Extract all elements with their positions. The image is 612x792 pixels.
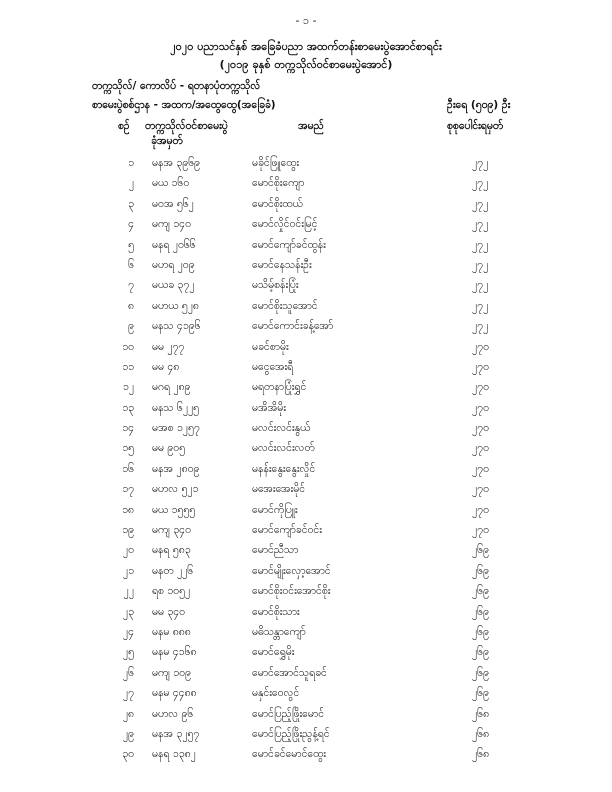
roll-number: မကျ ၃၄၀ xyxy=(152,524,191,537)
header-number: စဉ် xyxy=(118,120,130,132)
result-row xyxy=(0,259,612,279)
total-score: ၂၇၀ xyxy=(472,381,489,394)
row-number: ၂၂ xyxy=(123,585,134,598)
result-row xyxy=(0,320,612,340)
roll-number: မမ ၉၀၅ xyxy=(152,442,186,455)
roll-number: မမ ၃၄၀ xyxy=(152,605,186,618)
result-row xyxy=(0,565,612,585)
row-number: ၁၉ xyxy=(122,524,134,537)
total-score: ၂၇၀ xyxy=(472,483,489,496)
row-number: ၃ xyxy=(128,197,134,210)
total-score: ၂၇၂ xyxy=(472,279,489,292)
roll-number: မယ ၁၆၀ xyxy=(152,177,190,190)
roll-number: မကျ ၁၄၀ xyxy=(152,218,191,231)
student-name: မဓိသန္တာကျော် xyxy=(252,625,306,638)
row-number: ၉ xyxy=(128,320,134,333)
header-roll-number: တက္ကသိုလ်ဝင်စာမေးပွဲ xyxy=(145,120,228,132)
roll-number: မနအ ၃၂၅၇ xyxy=(152,727,200,740)
result-row xyxy=(0,239,612,259)
student-name: မောင်လှိုင်ဝင်းမြင့် xyxy=(252,218,318,231)
row-number: ၂၈ xyxy=(122,707,134,720)
student-name: မလင်းလင်းနွယ် xyxy=(252,422,311,435)
student-name: မောင်စိုးသူအောင် xyxy=(252,299,318,312)
result-row xyxy=(0,667,612,687)
row-number: ၁၆ xyxy=(122,462,134,475)
result-row xyxy=(0,504,612,524)
total-score: ၂၇၂ xyxy=(472,197,489,210)
total-score: ၂၇၀ xyxy=(472,422,489,435)
roll-number: မဟလ ၅၂၁ xyxy=(152,483,199,496)
student-name: မအိအိမိုး xyxy=(252,401,286,414)
row-number: ၂၄ xyxy=(122,625,134,638)
total-score: ၂၇၀ xyxy=(472,360,489,373)
student-name: မောင်ကျော်ခင်ဝင်း xyxy=(252,524,322,537)
row-number: ၁၃ xyxy=(122,401,134,414)
row-number: ၂၇ xyxy=(122,687,134,700)
total-score: ၂၇၂ xyxy=(472,299,489,312)
student-name: မငွေအေးရီ xyxy=(252,360,294,373)
student-name: မောင်ကောင်းခန့်အော် xyxy=(252,320,334,333)
results-list xyxy=(0,157,612,769)
row-number: ၂၃ xyxy=(122,605,134,618)
total-score: ၂၇၀ xyxy=(472,524,489,537)
roll-number: မနမ ၄၁၆၈ xyxy=(152,646,197,659)
roll-number: မနမ ၈၈၈ xyxy=(152,625,191,638)
roll-number: မဂရ ၂၈၉ xyxy=(152,381,191,394)
roll-number: မကျ ၁၀၉ xyxy=(152,666,191,679)
student-name: မရတနာပြုံးရွှင် xyxy=(252,381,307,394)
total-score: ၂၆၉ xyxy=(472,605,489,618)
total-score: ၂၇၂ xyxy=(472,177,489,190)
document-subtitle: (၂၀၁၉ ခုနှစ် တက္ကသိုလ်ဝင်စာမေးပွဲအောင်) xyxy=(219,58,393,71)
student-name: မနန်းနွေးနွေးလှိုင် xyxy=(252,462,316,475)
total-score: ၂၇၀ xyxy=(472,340,489,353)
total-score: ၂၇၀ xyxy=(472,442,489,455)
row-number: ၂၆ xyxy=(122,666,134,679)
student-name: မောင်ကျော်ခင်ထွန်း xyxy=(252,238,326,251)
result-row xyxy=(0,748,612,768)
student-name: မောင်အောင်သူရခင် xyxy=(252,666,327,679)
result-row xyxy=(0,626,612,646)
header-total-score: စုစုပေါင်းရမှတ် xyxy=(447,120,504,132)
total-score: ၂၆၈ xyxy=(472,727,490,740)
row-number: ၇ xyxy=(128,279,134,292)
result-row xyxy=(0,157,612,177)
header-name: အမည် xyxy=(298,120,324,132)
roll-number: မနအ ၂၈၀၉ xyxy=(152,462,200,475)
student-name: မောင်ပြည့်ဖြိုးညွန့်ရင် xyxy=(252,727,330,740)
result-row xyxy=(0,524,612,544)
row-number: ၁၁ xyxy=(122,360,134,373)
row-number: ၄ xyxy=(128,218,134,231)
roll-number: မနမ ၄၄၈၈ xyxy=(152,687,197,700)
roll-number: မဟလ ၉၆ xyxy=(152,707,194,720)
result-row xyxy=(0,177,612,197)
roll-number: မနတ ၂၂၆ xyxy=(152,564,194,577)
total-score: ၂၇၀ xyxy=(472,462,489,475)
row-number: ၁၄ xyxy=(122,422,134,435)
student-name: မောင်မျိုးလှော့အောင် xyxy=(252,564,331,577)
row-number: ၂၁ xyxy=(122,564,134,577)
result-row xyxy=(0,646,612,666)
roll-number: မယခ ၃၇၂ xyxy=(152,279,195,292)
result-row xyxy=(0,463,612,483)
total-score: ၂၆၉ xyxy=(472,687,489,700)
total-score: ၂၆၉ xyxy=(472,544,489,557)
roll-number: မနသ ၆၂၂၅ xyxy=(152,401,200,414)
total-score: ၂၆၉ xyxy=(472,646,489,659)
row-number: ၁၂ xyxy=(122,381,134,394)
result-row xyxy=(0,483,612,503)
roll-number: မအစ ၁၂၅၇ xyxy=(152,422,200,435)
total-count: ဦးရေ (၅၀၉) ဦး xyxy=(447,99,511,111)
row-number: ၁၀ xyxy=(122,340,134,353)
result-row xyxy=(0,300,612,320)
row-number: ၆ xyxy=(128,258,134,271)
total-score: ၂၇၂ xyxy=(472,258,489,271)
roll-number: မမ ၄၈ xyxy=(152,360,180,373)
total-score: ၂၇၀ xyxy=(472,503,489,516)
total-score: ၂၇၂ xyxy=(472,238,489,251)
result-row xyxy=(0,361,612,381)
row-number: ၃၀ xyxy=(122,748,134,761)
student-name: မောင်ကိုပြူး xyxy=(252,503,298,516)
row-number: ၂၉ xyxy=(122,727,134,740)
row-number: ၁၇ xyxy=(122,483,134,496)
roll-number: မနရ ၁၃၈၂ xyxy=(152,748,196,761)
result-row xyxy=(0,422,612,442)
header-roll-number-line2: ခုံအမှတ် xyxy=(151,135,183,147)
result-row xyxy=(0,341,612,361)
roll-number: မမ ၂၇၇ xyxy=(152,340,185,353)
student-name: မောင်စိုးဝင်းအောင်စိုး xyxy=(252,585,331,598)
student-name: မောင်ခင်မောင်ထွေး xyxy=(252,748,326,761)
result-row xyxy=(0,198,612,218)
total-score: ၂၆၈ xyxy=(472,748,490,761)
student-name: မောင်ညီသာ xyxy=(252,544,299,557)
total-score: ၂၆၈ xyxy=(472,707,490,720)
result-row xyxy=(0,279,612,299)
result-row xyxy=(0,544,612,564)
total-score: ၂၇၀ xyxy=(472,401,489,414)
result-row xyxy=(0,606,612,626)
roll-number: ရစ ၁၀၅၂ xyxy=(152,585,191,598)
student-name: မောင်နေသန်းဦး xyxy=(252,258,312,271)
roll-number: မနသ ၄၁၉၆ xyxy=(152,320,201,333)
student-name: မအေးအေးမိုင် xyxy=(252,483,306,496)
university-line: တက္ကသိုလ်/ ကောလိပ် - ရတနာပုံတက္ကသိုလ် xyxy=(92,80,261,92)
row-number: ၈ xyxy=(128,299,134,312)
roll-number: မနအ ၃၉၆၉ xyxy=(152,157,201,169)
result-row xyxy=(0,708,612,728)
result-row xyxy=(0,728,612,748)
row-number: ၅ xyxy=(128,238,134,251)
row-number: ၁ xyxy=(128,157,134,169)
student-name: မခိုင်ဖြူထွေး xyxy=(252,157,300,169)
student-name: မောင်စိုးထယ် xyxy=(252,197,303,210)
total-score: ၂၆၉ xyxy=(472,585,489,598)
row-number: ၂ xyxy=(128,177,134,190)
row-number: ၂၀ xyxy=(122,544,134,557)
roll-number: မနရ ၅၈၃ xyxy=(152,544,191,557)
result-row xyxy=(0,218,612,238)
roll-number: မဟယ ၅၂၈ xyxy=(152,299,199,312)
result-row xyxy=(0,687,612,707)
result-row xyxy=(0,402,612,422)
student-name: မသိမ့်စန်းပြုံး xyxy=(252,279,299,292)
student-name: မလင်းလင်းလတ် xyxy=(252,442,315,455)
student-name: မောင်စိုးကျော xyxy=(252,177,305,190)
total-score: ၂၇၂ xyxy=(472,320,489,333)
student-name: မောင်ပြည့်ဖြိုးမောင် xyxy=(252,707,325,720)
roll-number: မယ ၁၅၅၅ xyxy=(152,503,196,516)
total-score: ၂၆၉ xyxy=(472,625,489,638)
result-row xyxy=(0,585,612,605)
roll-number: မနရ ၂၀၆၆ xyxy=(152,238,196,251)
total-score: ၂၆၉ xyxy=(472,564,489,577)
student-name: မခင်စာမိုး xyxy=(252,340,289,353)
exam-center-line: စာမေးပွဲစစ်ဌာန - အထက/အထွေထွေ(အခြေခံ) xyxy=(92,99,276,111)
row-number: ၁၅ xyxy=(122,442,134,455)
row-number: ၂၅ xyxy=(122,646,134,659)
result-row xyxy=(0,442,612,462)
roll-number: မဟရ ၂၀၉ xyxy=(152,258,195,271)
total-score: ၂၇၂ xyxy=(472,157,489,169)
student-name: မနှင်းဝေလွင် xyxy=(252,687,300,700)
row-number: ၁၈ xyxy=(122,503,134,516)
total-score: ၂၆၉ xyxy=(472,666,489,679)
document-title: ၂၀၂၀ ပညာသင်နှစ် အခြေခံပညာ အထက်တန်းစာမေးပွဲအောင်စာရင်း xyxy=(170,40,442,53)
student-name: မောင်ရွှေမိုး xyxy=(252,646,295,659)
page-number: - ၁ - xyxy=(295,14,317,27)
total-score: ၂၇၂ xyxy=(472,218,489,231)
result-row xyxy=(0,381,612,401)
roll-number: မဝအ ၅၆၂ xyxy=(152,197,194,210)
student-name: မောင်စိုးသား xyxy=(252,605,300,618)
